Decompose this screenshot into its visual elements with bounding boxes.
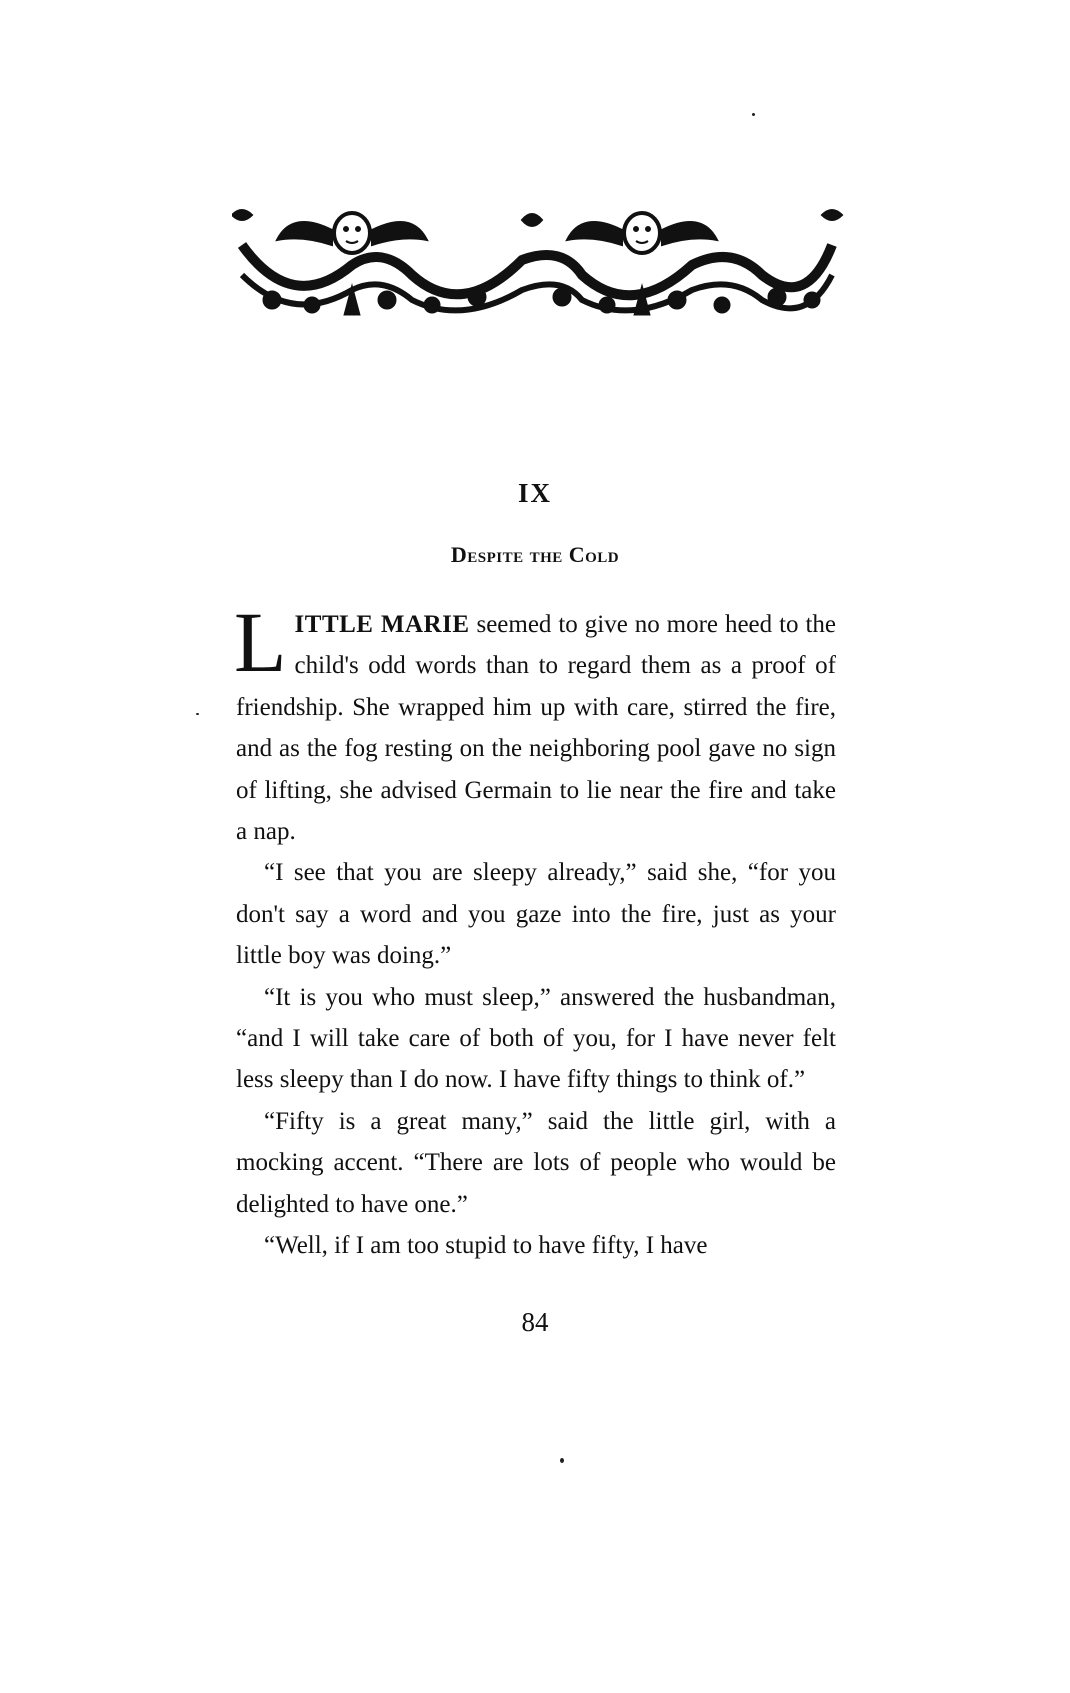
chapter-number: IX — [517, 478, 552, 508]
scan-speck — [560, 1458, 564, 1463]
scan-speck — [196, 713, 199, 715]
lead-in-caps: ITTLE MARIE — [294, 611, 470, 638]
drop-cap: L — [234, 594, 287, 690]
paragraph-3: “It is you who must sleep,” answered the husbandman, “and I will take care of both of you, for I have never felt less sleepy than I do now. I have fifty things to think of.” — [236, 983, 836, 1094]
page-number: 84 — [521, 1307, 549, 1337]
paragraph-1-text: seemed to give no more heed to the child's odd words than to regard them as a proof of friendship. She wrapped him up with care, stirred the fire, and as the fog resting on the neighboring pool gave no sign of lifting, she advised Germain to lie near the fire and take a nap. — [236, 611, 837, 846]
paragraph-5: “Well, if I am too stupid to have fifty, I have — [264, 1232, 708, 1260]
chapter-body — [234, 594, 837, 1267]
cherub-garland-ornament — [232, 205, 844, 325]
scan-speck — [752, 113, 755, 116]
paragraph-1 — [234, 594, 837, 852]
chapter-title: Despite the Cold — [450, 542, 620, 567]
paragraph-2: “I see that you are sleepy already,” said she, “for you don't say a word and you gaze into the fire, just as your little boy was doing.” — [236, 859, 836, 970]
paragraph-4: “Fifty is a great many,” said the little girl, with a mocking accent. “There are lots of people who would be delighted to have one.” — [236, 1107, 836, 1218]
